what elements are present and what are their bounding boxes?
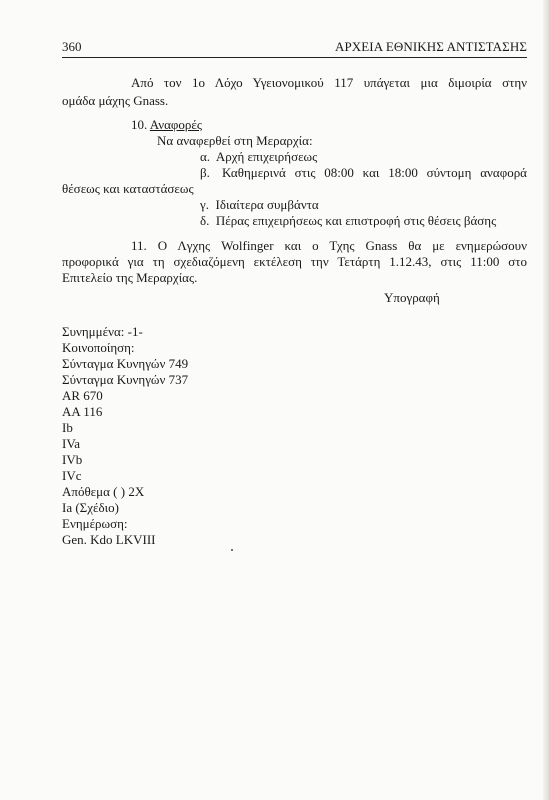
- attachment-line: IVc: [62, 468, 82, 483]
- header-rule: [62, 57, 527, 58]
- attachment-line: Σύνταγμα Κυνηγών 737: [62, 372, 189, 387]
- attachment-line: Gen. Kdo LKVIII: [62, 532, 156, 547]
- attachment-line: Σύνταγμα Κυνηγών 749: [62, 356, 189, 371]
- signature-label: Υπογραφή: [384, 290, 440, 305]
- list-marker: δ.: [200, 213, 210, 228]
- list-item: [200, 149, 317, 165]
- attachment-line: IVa: [62, 436, 81, 451]
- list-item: [200, 165, 527, 181]
- section-10-lead: Να αναφερθεί στη Μεραρχία:: [157, 133, 313, 148]
- attachment-line: AR 670: [62, 388, 103, 403]
- list-text: Ιδιαίτερα συμβάντα: [215, 197, 319, 212]
- list-marker: β.: [200, 165, 210, 180]
- list-text: Αρχή επιχειρήσεως: [215, 149, 318, 164]
- page-header: [62, 39, 527, 55]
- intro-paragraph-line: ομάδα μάχης Gnass.: [62, 93, 169, 108]
- attachment-line: Ia (Σχέδιο): [62, 500, 119, 515]
- attachment-line: Κοινοποίηση:: [62, 340, 135, 355]
- attachment-line: IVb: [62, 452, 83, 467]
- running-title: ΑΡΧΕΙΑ ΕΘΝΙΚΗΣ ΑΝΤΙΣΤΑΣΗΣ: [334, 39, 527, 54]
- attachment-line: Ενημέρωση:: [62, 516, 128, 531]
- list-text: Πέρας επιχειρήσεως και επιστροφή στις θέσεις βάσης: [215, 213, 497, 228]
- paragraph-11-line: προφορικά για τη σχεδιαζόμενη εκτέλεση την Τετάρτη 1.12.43, στις 11:00 στο: [62, 254, 527, 269]
- ink-speck: [231, 549, 233, 551]
- paragraph-11-line: Επιτελείο της Μεραρχίας.: [62, 270, 198, 285]
- attachment-line: AA 116: [62, 404, 103, 419]
- attachment-line: Ib: [62, 420, 73, 435]
- section-10-number: 10.: [131, 117, 148, 132]
- list-marker: γ.: [200, 197, 209, 212]
- section-10-title: Αναφορές: [149, 117, 203, 132]
- list-text: Καθημερινά στις 08:00 και 18:00 σύντομη αναφορά: [222, 165, 527, 180]
- list-marker: α.: [200, 149, 211, 164]
- list-item: [200, 213, 496, 229]
- page-edge-shadow: [543, 0, 549, 800]
- intro-paragraph-line: Από τον 1ο Λόχο Υγειονομικού 117 υπάγεται μια διμοιρία στην: [131, 75, 527, 90]
- page-number: 360: [62, 39, 82, 54]
- attachment-line: Απόθεμα ( ) 2Χ: [62, 484, 145, 499]
- list-text: θέσεως και καταστάσεως: [62, 181, 194, 196]
- list-item-continuation: [62, 181, 194, 197]
- paragraph-11-line: 11. Ο Λγχης Wolfinger και ο Τχης Gnass θα με ενημερώσουν: [131, 238, 527, 253]
- list-item: [200, 197, 319, 213]
- section-10-heading: [131, 117, 202, 133]
- attachment-line: Συνημμένα: -1-: [62, 324, 143, 339]
